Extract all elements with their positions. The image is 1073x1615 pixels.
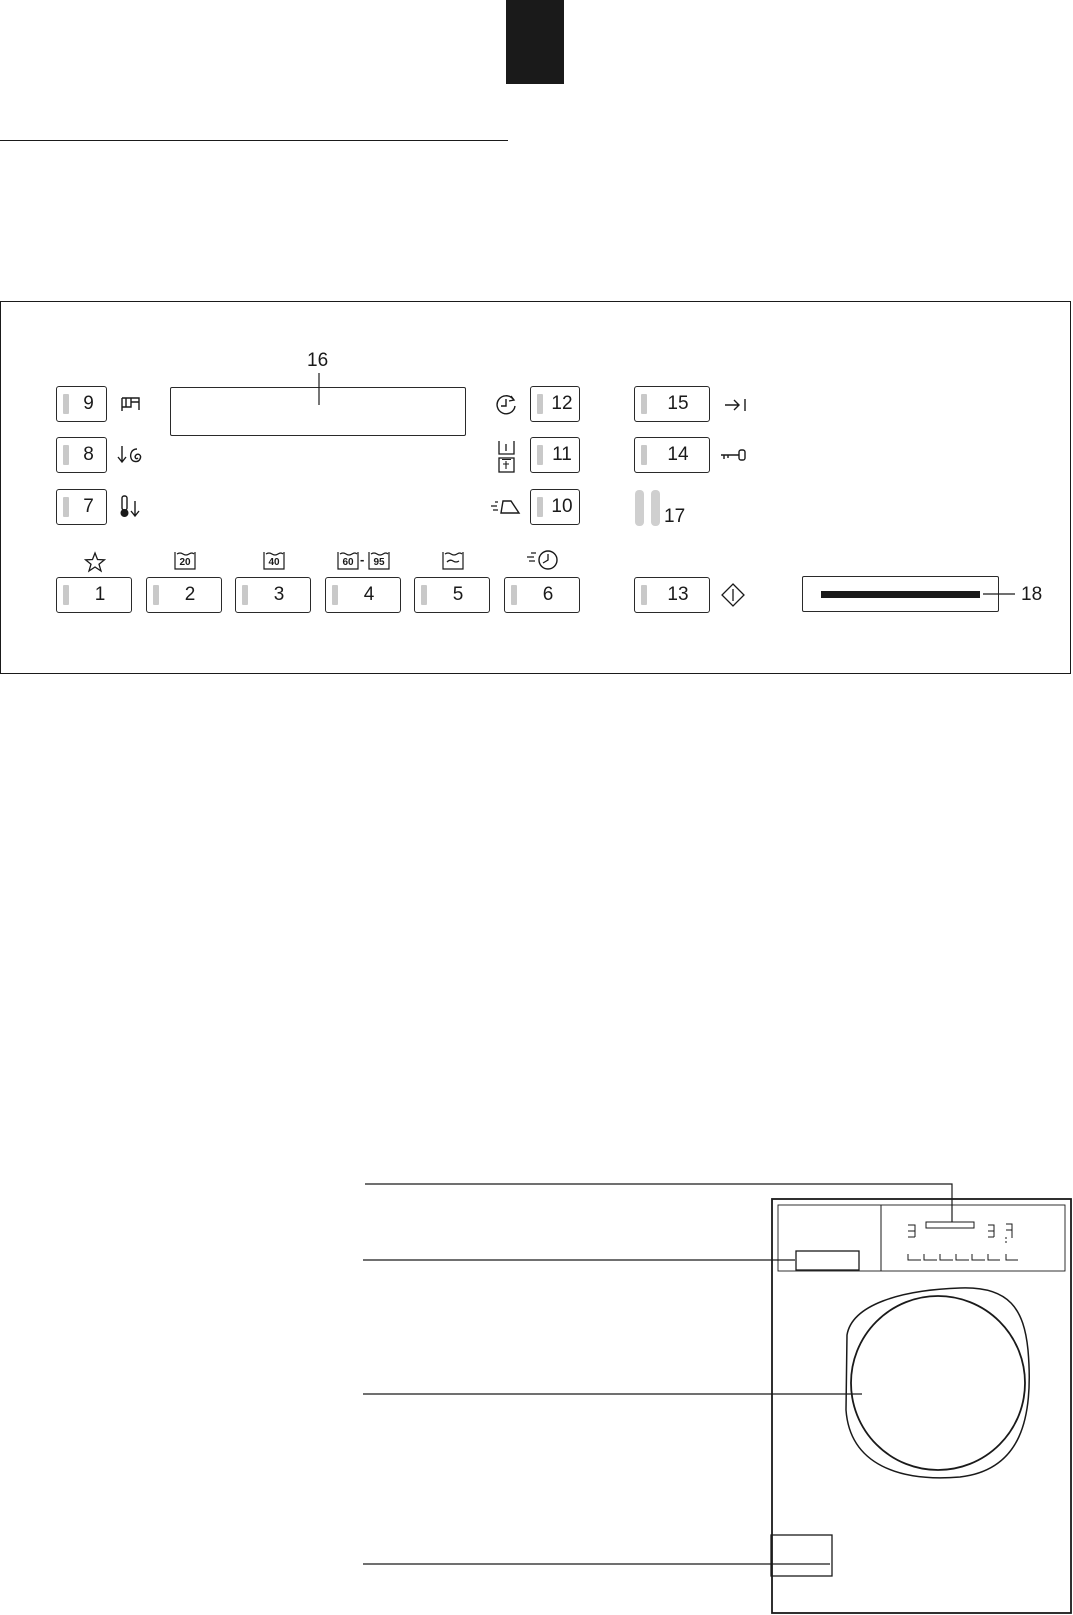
tub-95-icon xyxy=(368,551,390,570)
delay-timer-icon xyxy=(494,393,518,417)
skip-icon xyxy=(724,398,750,412)
button-number: 6 xyxy=(542,584,554,605)
button-number: 7 xyxy=(83,496,94,517)
tub-95-label: 95 xyxy=(373,557,385,568)
button-number: 5 xyxy=(452,584,464,605)
label-16: 16 xyxy=(307,350,329,371)
led-bar xyxy=(63,497,69,517)
button-4[interactable] xyxy=(325,577,401,613)
button-13[interactable] xyxy=(634,577,710,613)
button-number: 9 xyxy=(83,393,94,414)
button-number: 8 xyxy=(83,444,94,465)
button-number: 11 xyxy=(552,444,572,465)
star-icon xyxy=(84,551,106,573)
button-7[interactable] xyxy=(56,489,107,525)
button-12[interactable] xyxy=(530,386,580,422)
label-18: 18 xyxy=(1021,584,1043,605)
machine-body xyxy=(772,1199,1071,1613)
washing-machine-front-icon xyxy=(360,1180,1073,1615)
tub-60-95-icon xyxy=(337,551,391,570)
led-bar xyxy=(537,394,543,414)
button-number: 4 xyxy=(363,584,375,605)
indicator-led-left xyxy=(635,490,644,526)
tub-40-icon xyxy=(263,551,285,570)
control-panel-strip xyxy=(778,1205,1065,1271)
button-6[interactable] xyxy=(504,577,580,613)
door-outer-ring xyxy=(846,1288,1029,1478)
button-10[interactable] xyxy=(530,489,580,525)
mini-display xyxy=(926,1222,974,1228)
led-bar xyxy=(537,497,543,517)
button-number: 15 xyxy=(667,393,689,414)
tub-20-label: 20 xyxy=(179,557,191,568)
button-number: 12 xyxy=(551,393,573,414)
start-pause-icon xyxy=(721,583,745,607)
button-3[interactable] xyxy=(235,577,311,613)
section-divider xyxy=(0,140,508,141)
detergent-drawer xyxy=(796,1251,859,1270)
slot-bar xyxy=(821,591,980,598)
mini-buttons xyxy=(908,1224,1018,1260)
quick-wash-icon xyxy=(526,549,560,571)
button-11[interactable] xyxy=(530,437,580,473)
temperature-down-icon xyxy=(119,495,143,519)
button-5[interactable] xyxy=(414,577,490,613)
led-bar xyxy=(63,445,69,465)
tub-60-icon xyxy=(337,551,359,570)
tub-20-icon xyxy=(174,551,196,570)
button-15[interactable] xyxy=(634,386,710,422)
button-1[interactable] xyxy=(56,577,132,613)
hand-wash-icon xyxy=(442,551,464,570)
button-number: 13 xyxy=(667,584,689,605)
label-17: 17 xyxy=(664,506,686,527)
tub-40-label: 40 xyxy=(268,557,280,568)
button-2[interactable] xyxy=(146,577,222,613)
leader-line-18 xyxy=(983,593,1015,595)
key-lock-icon xyxy=(720,448,750,462)
spin-reduce-icon xyxy=(117,445,145,465)
detergent-dosage-icon xyxy=(497,439,517,475)
button-number: 1 xyxy=(94,584,106,605)
control-panel-frame xyxy=(0,301,1071,674)
tub-60-label: 60 xyxy=(342,557,354,568)
leader-line-control-panel xyxy=(365,1184,952,1222)
door-glass xyxy=(851,1296,1025,1470)
service-flap xyxy=(771,1535,832,1576)
chapter-tab xyxy=(506,0,564,84)
indicator-led-right xyxy=(651,490,660,526)
button-14[interactable] xyxy=(634,437,710,473)
button-number: 2 xyxy=(184,584,196,605)
button-number: 14 xyxy=(667,444,689,465)
button-9[interactable] xyxy=(56,386,107,422)
range-separator: - xyxy=(360,552,365,567)
led-bar xyxy=(537,445,543,465)
easy-iron-icon xyxy=(489,497,521,517)
display-slot xyxy=(802,576,999,612)
button-8[interactable] xyxy=(56,437,107,473)
button-number: 3 xyxy=(273,584,285,605)
led-bar xyxy=(63,394,69,414)
rinse-icon xyxy=(120,395,142,413)
button-number: 10 xyxy=(551,496,573,517)
leader-line-16 xyxy=(318,373,320,405)
